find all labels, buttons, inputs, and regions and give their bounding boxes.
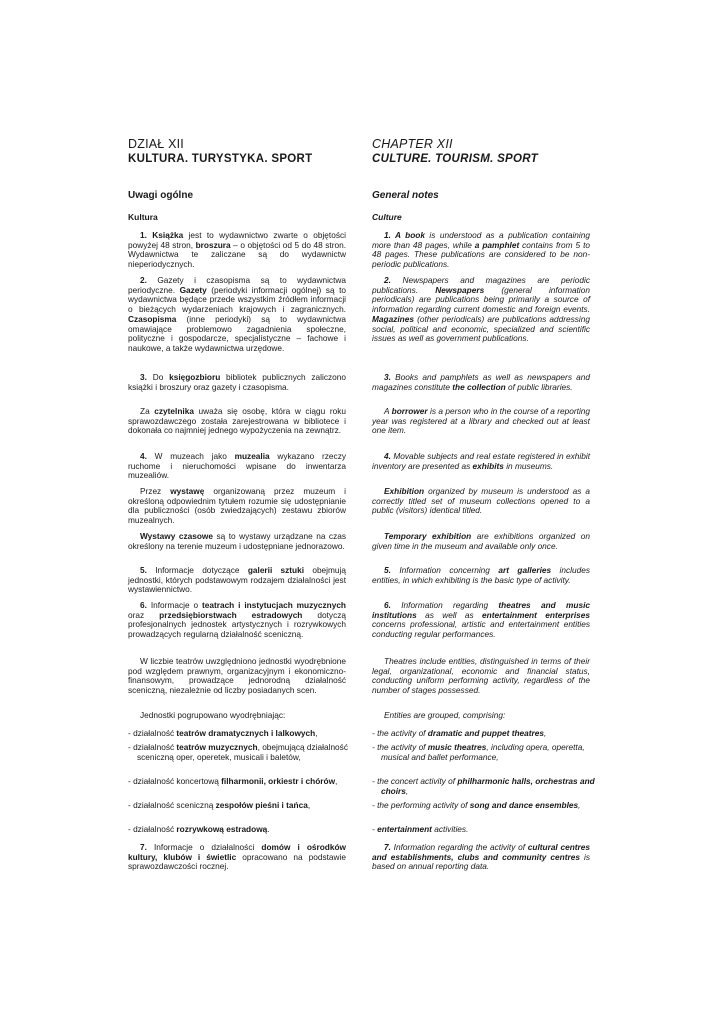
text-run: as well as [416, 609, 483, 620]
text-run: , obejmującą działalność sceniczną oper, operetek, musicali i baletów, [137, 742, 348, 762]
text-run: są to wystawy urządzane na czas określony na terenie muzeum i udostępniane jednorazowo. [128, 531, 346, 551]
text-run: (periodyki informacji ogólnej) są to wydawnictwa będące przede wszystkim źródłem informacji o bieżących wydarzeniach krajowych i zagranicznych. [128, 284, 346, 315]
text-run: obejmują jednostki, których podstawowym rodzajem działalności jest wystawiennictwo. [128, 565, 346, 595]
bold-term: dramatic and puppet theatres [427, 728, 544, 738]
text-run: A [384, 406, 392, 416]
text-run: organized by museum is understood as a correctly titled set of museum collections opened to a public (visitors) identical titled. [372, 486, 590, 516]
chapter-label: DZIAŁ XII [128, 137, 184, 151]
note-3-borrower [372, 407, 590, 436]
text-run: contains from 5 to 48 pages. These publications are considered to be non-periodic publications. [372, 239, 590, 270]
note-3-borrower [128, 407, 346, 436]
text-run: Information concerning [390, 565, 499, 575]
text-run: , [315, 728, 318, 738]
text-run: – o objętości od 5 do 48 stron. Wydawnictwa te zaliczane są do wydawnictw nieperiodycznych. [128, 239, 347, 270]
text-run: Jednostki pogrupowano wyodrębniając: [140, 710, 286, 720]
bold-term: Gazety [179, 284, 207, 295]
bold-term: music theatres [427, 742, 487, 752]
note-2 [372, 276, 590, 344]
note-4-temporary [128, 532, 346, 551]
bold-term: Magazines [372, 313, 414, 324]
note-1 [372, 231, 590, 270]
text-run: , [307, 800, 311, 810]
bold-term: borrower [391, 406, 428, 416]
bold-term: rozrywkową estradową [176, 824, 268, 834]
bold-term: przedsiębiorstwach estradowych [159, 609, 303, 620]
text-run: Entities are grouped, comprising: [384, 710, 506, 720]
text-run: Information regarding the activity of [390, 842, 528, 852]
bold-term: 1. Książka [140, 230, 184, 240]
text-run: - działalność [128, 728, 177, 738]
section-heading: Kultura [128, 212, 158, 222]
notes-heading: Uwagi ogólne [128, 190, 193, 201]
note-4-temporary [372, 532, 590, 551]
bold-term: muzealia [234, 451, 270, 461]
list-item-3 [128, 777, 355, 787]
note-7 [372, 843, 590, 872]
bold-term: teatrach i instytucjach muzycznych [201, 600, 346, 610]
text-run: Informacje o działalności [146, 842, 262, 852]
text-run: W liczbie teatrów uwzględniono jednostki wyodrębnione pod względem prawnym, organizacyjnym i ekonomiczno-finansowym, prowadzące jednorodną działalność sceniczną, niezależnie od liczby posiadanych scen. [128, 656, 346, 696]
bold-term: teatrów muzycznych [176, 742, 258, 752]
note-3 [372, 373, 590, 392]
list-item-4 [372, 801, 599, 811]
text-run: Za [140, 406, 155, 416]
bold-term: a pamphlet [474, 239, 520, 250]
text-run: Gazety i czasopisma są to wydawnictwa periodyczne. [128, 275, 346, 295]
chapter-title: CULTURE. TOURISM. SPORT [372, 153, 538, 165]
bold-term: exhibits [472, 460, 504, 471]
list-item-1 [372, 729, 599, 739]
list-item-3 [372, 777, 599, 796]
bold-term: Exhibition [384, 486, 425, 496]
list-item-2 [372, 743, 599, 762]
list-item-4 [128, 801, 355, 811]
note-2 [128, 276, 346, 354]
bold-term: domów i ośrodków kultury, klubów i świetlic [128, 842, 346, 862]
text-run: - the activity of [372, 742, 428, 752]
text-run: Books and pamphlets as well as newspapers and magazines constitute [372, 372, 590, 392]
text-run: - działalność sceniczną [128, 800, 216, 810]
bold-term: 1. A book [384, 230, 425, 240]
note-1 [128, 231, 346, 270]
text-run: - działalność [128, 742, 177, 752]
bold-term: 2. [384, 275, 391, 285]
text-run: in museums. [503, 460, 554, 471]
note-4-exhibition [128, 487, 346, 526]
bold-term: entertainment enterprises [482, 609, 590, 620]
text-run: organizowaną przez muzeum i określoną odpowiednim tytułem rozumie się udostępnianie dla publiczności (osób zwiedzających) zestawu zbiorów muzealnych. [128, 486, 346, 526]
text-run: uważa się osobę, która w ciągu roku sprawozdawczego została zarejestrowana w bibliotece i dokonała co najmniej jednego wypożyczenia na zewnątrz. [128, 406, 346, 436]
bold-term: księgozbioru [169, 372, 221, 382]
bold-term: the collection [452, 381, 506, 392]
bold-term: philharmonic halls, orchestras and choirs [381, 776, 595, 796]
text-run: opracowano na podstawie sprawozdawczości rocznej. [128, 851, 346, 872]
note-4 [128, 452, 346, 481]
text-run: bibliotek publicznych zaliczono książki i broszury oraz gazety i czasopisma. [128, 372, 346, 392]
bold-term: Temporary exhibition [384, 531, 472, 541]
bold-term: galerii sztuki [247, 565, 305, 575]
text-run: of public libraries. [505, 381, 573, 392]
bold-term: teatrów dramatycznych i lalkowych [176, 728, 316, 738]
bold-term: 5. [384, 565, 391, 575]
text-run: - the performing activity of [372, 800, 470, 810]
note-3 [128, 373, 346, 392]
note-4-exhibition [372, 487, 590, 516]
list-item-2 [128, 743, 355, 762]
text-run: Informacje o [146, 600, 202, 610]
note-6-groups [372, 711, 590, 721]
bold-term: entertainment [377, 824, 432, 834]
text-run: are exhibitions organized on given time in the museum and available only once. [372, 531, 590, 551]
text-run: Do [146, 372, 170, 382]
bold-term: Wystawy czasowe [140, 531, 213, 541]
text-run: , [543, 728, 547, 738]
note-5 [372, 566, 590, 585]
text-run: Przez [140, 486, 171, 496]
text-run: W muzeach jako [146, 451, 235, 461]
note-6-theatres [372, 657, 590, 696]
chapter-label: CHAPTER XII [372, 137, 453, 151]
bold-term: 7. [140, 842, 147, 852]
note-4 [372, 452, 590, 471]
note-6 [372, 601, 590, 640]
text-run: oraz [128, 609, 160, 620]
notes-heading: General notes [372, 190, 439, 201]
bold-term: 4. [384, 451, 391, 461]
text-run: - the concert activity of [372, 776, 458, 786]
text-run: , [578, 800, 581, 810]
bold-term: 3. [140, 372, 147, 382]
list-item-5 [372, 825, 599, 835]
note-5 [128, 566, 346, 595]
bold-term: 6. [140, 600, 147, 610]
bold-term: 4. [140, 451, 147, 461]
bold-term: 7. [384, 842, 391, 852]
bold-term: cultural centres and establishments, clubs and community centres [372, 842, 590, 862]
text-run: (general information periodicals) are publications being primarily a source of information regarding current domestic and foreign events. [372, 284, 590, 315]
bold-term: Newspapers [435, 284, 485, 295]
text-run: includes entities, in which exhibiting is the basic type of activity. [372, 565, 590, 585]
note-6-theatres [128, 657, 346, 696]
text-run: jest to wydawnictwo zwarte o objętości powyżej 48 stron, [128, 230, 346, 250]
text-run: concerns professional, artistic and entertainment entities conducting regular performances. [372, 619, 590, 640]
text-run: dotyczą profesjonalnych jednostek artystycznych i rozrywkowych prowadzących regularną działalność sceniczną. [128, 609, 346, 640]
bold-term: 5. [140, 565, 147, 575]
bold-term: filharmonii, orkiestr i chórów [221, 776, 336, 786]
text-run: - działalność [128, 824, 177, 834]
chapter-title: KULTURA. TURYSTYKA. SPORT [128, 153, 313, 165]
text-run: (inne periodyki) są to wydawnictwa omawiające problemowo zagadnienia społeczne, polityczne i gospodarcze, specjalistyczne – fachowe i naukowe, a także wydawnictwa urzędowe. [128, 313, 346, 353]
bold-term: zespołów pieśni i tańca [215, 800, 308, 810]
text-run: , [405, 785, 409, 796]
list-item-5 [128, 825, 355, 835]
note-6 [128, 601, 346, 640]
text-run: , including opera, operetta, musical and ballet performance, [381, 742, 585, 762]
text-run: activities. [431, 824, 469, 834]
text-run: . [267, 824, 270, 834]
text-run: Newspapers and magazines are periodic publications. [372, 275, 590, 295]
bold-term: 3. [384, 372, 391, 382]
text-run: Theatres include entities, distinguished in terms of their legal, organizational, economic and financial status, conducting uniform performing activity, regardless of the number of stages possessed. [372, 656, 590, 696]
text-run: is understood as a publication containing more than 48 pages, while [372, 230, 590, 250]
text-run: is a person who in the course of a reporting year was registered at a library and checked out at least one item. [372, 406, 591, 436]
bold-term: Czasopisma [128, 313, 177, 324]
bold-term: theatres and music institutions [372, 600, 590, 620]
text-run: - [372, 824, 378, 834]
text-run: Information regarding [390, 600, 499, 610]
note-6-groups [128, 711, 346, 721]
bold-term: czytelnika [154, 406, 194, 416]
section-heading: Culture [372, 212, 402, 222]
bold-term: 6. [384, 600, 391, 610]
bold-term: wystawę [170, 486, 205, 496]
bold-term: art galleries [498, 565, 552, 575]
list-item-1 [128, 729, 355, 739]
text-run: Informacje dotyczące [146, 565, 248, 575]
text-run: Movable subjects and real estate registered in exhibit inventory are presented as [372, 451, 590, 471]
bold-term: song and dance ensembles [469, 800, 579, 810]
text-run: - działalność koncertową [128, 776, 222, 786]
text-run: (other periodicals) are publications addressing social, political and economic, specialized and scientific issues as well as government publications. [372, 313, 590, 344]
bold-term: broszura [195, 239, 231, 250]
text-run: is based on annual reporting data. [372, 851, 590, 872]
text-run: wykazano rzeczy ruchome i nieruchomości wpisane do inwentarza muzealiów. [128, 451, 346, 481]
note-7 [128, 843, 346, 872]
bold-term: 2. [140, 275, 147, 285]
text-run: - the activity of [372, 728, 428, 738]
text-run: , [335, 776, 338, 786]
